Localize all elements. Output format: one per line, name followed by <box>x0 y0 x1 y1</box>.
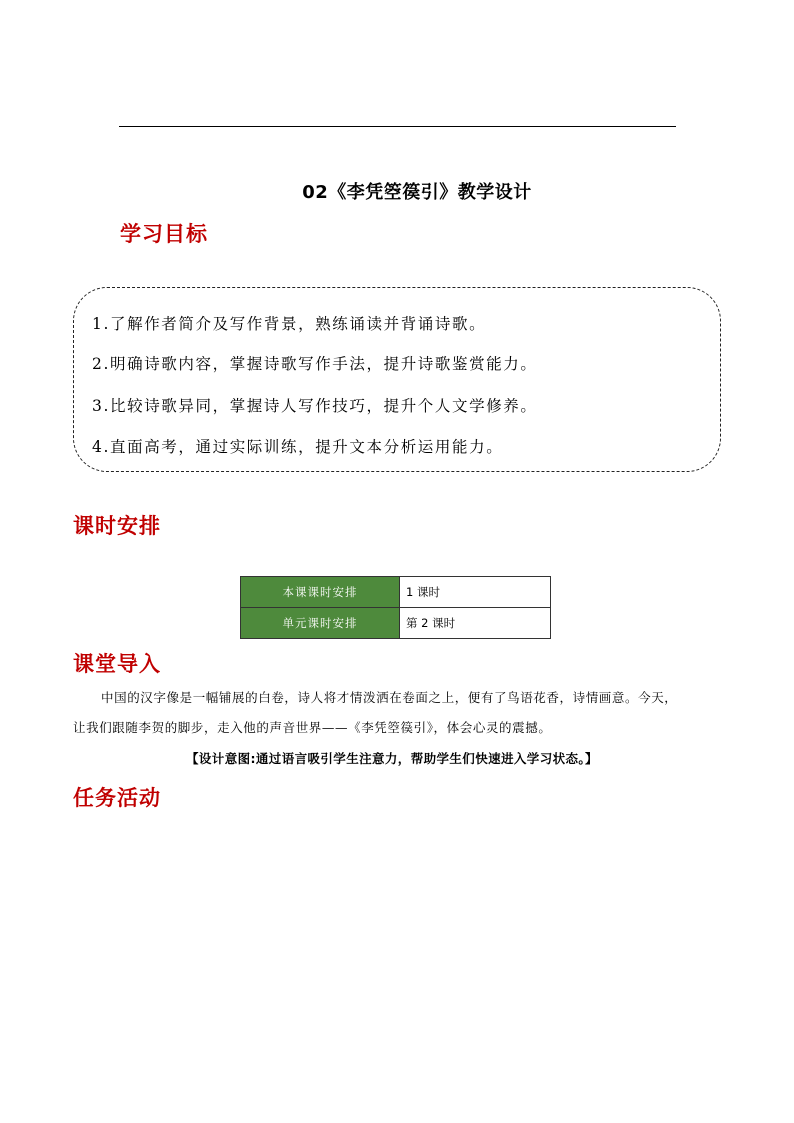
task-activities-heading: 任务活动 <box>73 786 161 810</box>
table-row <box>241 577 551 608</box>
document-title: 02《李凭箜篌引》教学设计 <box>302 182 532 203</box>
learning-goals-box <box>73 287 721 472</box>
class-intro-heading: 课堂导入 <box>73 652 161 676</box>
goal-item: 4.直面高考，通过实际训练，提升文本分析运用能力。 <box>92 438 504 456</box>
intro-paragraph-line: 中国的汉字像是一幅铺展的白卷，诗人将才情泼洒在卷面之上，便有了鸟语花香，诗情画意。今天， <box>101 690 678 705</box>
goal-item: 1.了解作者简介及写作背景，熟练诵读并背诵诗歌。 <box>92 315 487 333</box>
learning-goals-heading: 学习目标 <box>120 222 208 246</box>
schedule-label-cell: 本课课时安排 <box>241 577 400 608</box>
schedule-label-cell: 单元课时安排 <box>241 608 400 639</box>
schedule-table <box>240 576 551 639</box>
schedule-heading: 课时安排 <box>73 514 161 538</box>
header-rule <box>119 126 676 127</box>
schedule-value-cell: 1 课时 <box>400 577 551 608</box>
intro-paragraph-line: 让我们跟随李贺的脚步，走入他的声音世界——《李凭箜篌引》，体会心灵的震撼。 <box>73 720 552 735</box>
schedule-value-cell: 第 2 课时 <box>400 608 551 639</box>
goal-item: 2.明确诗歌内容，掌握诗歌写作手法，提升诗歌鉴赏能力。 <box>92 355 538 373</box>
design-intent-note: 【设计意图:通过语言吸引学生注意力，帮助学生们快速进入学习状态。】 <box>186 751 598 766</box>
goal-item: 3.比较诗歌异同，掌握诗人写作技巧，提升个人文学修养。 <box>92 397 538 415</box>
table-row <box>241 608 551 639</box>
